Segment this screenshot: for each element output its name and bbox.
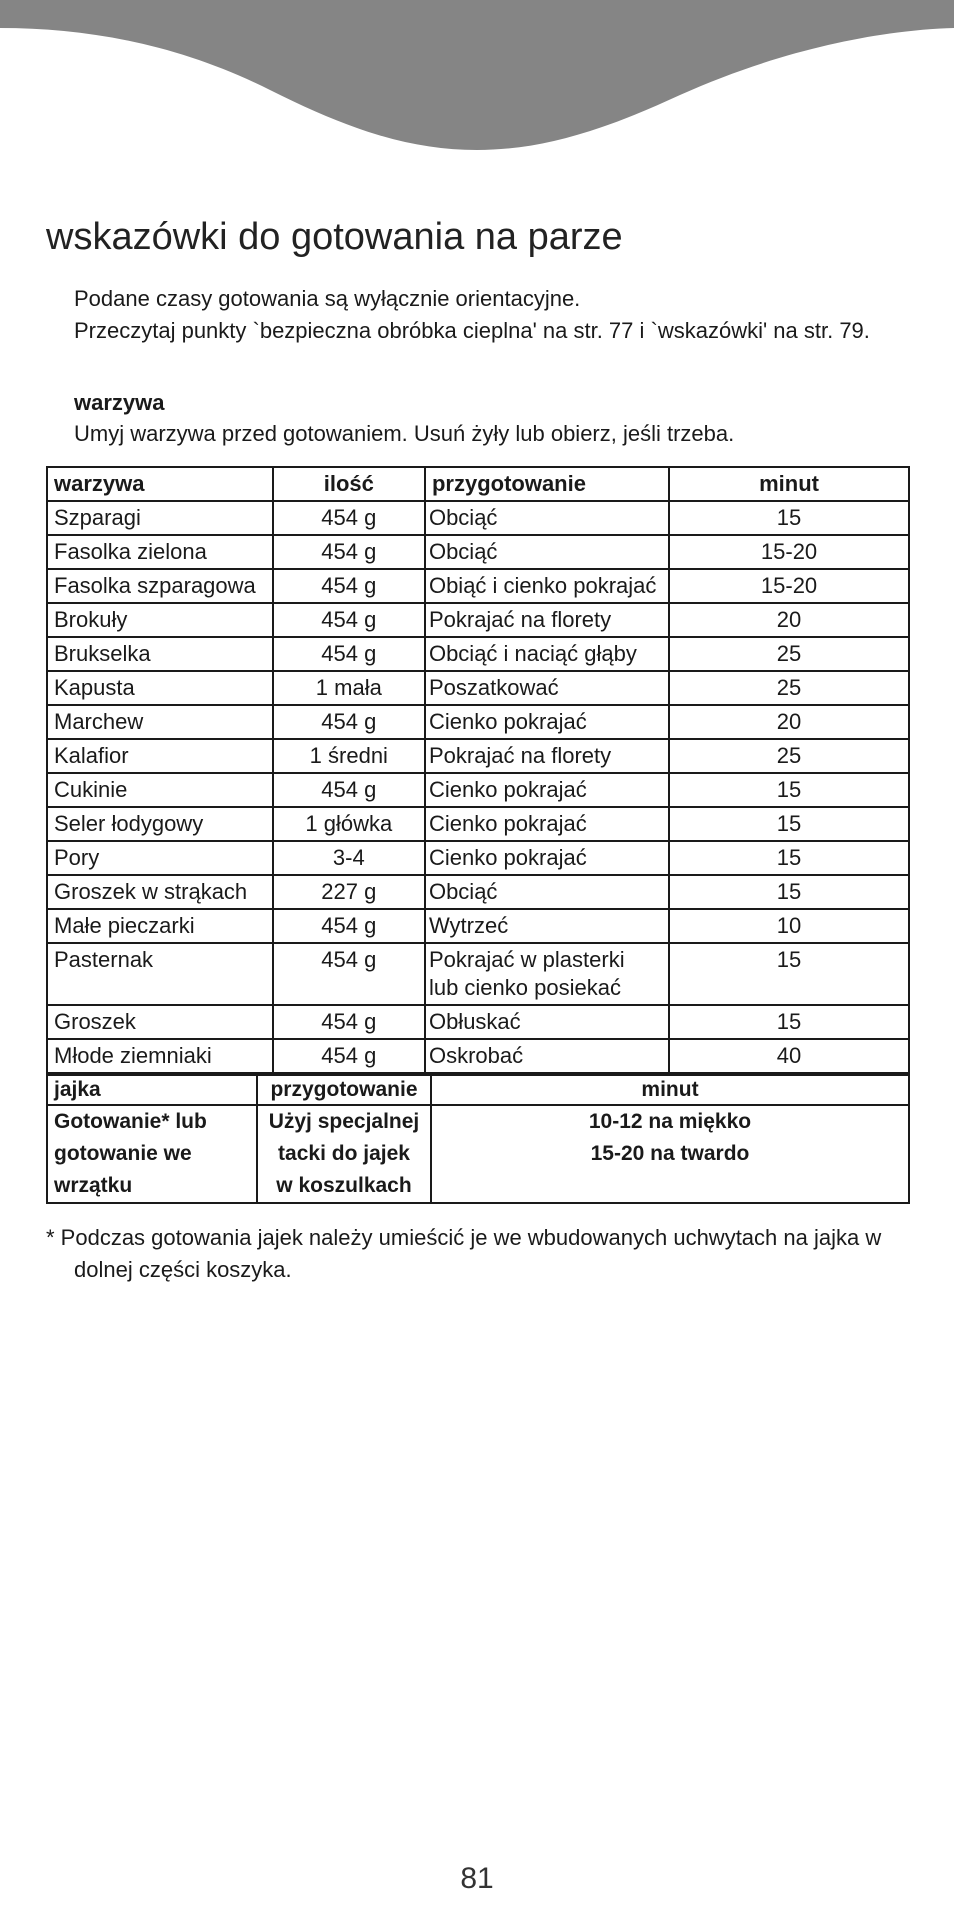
column-header: przygotowanie [425,467,669,501]
minutes-cell: 25 [669,671,909,705]
column-header: przygotowanie [257,1075,431,1105]
preparation-cell: Obłuskać [425,1005,669,1039]
vegetables-table [46,466,910,1074]
preparation-cell: Poszatkować [425,671,669,705]
table-row [47,535,909,569]
quantity-cell: 454 g [273,1039,425,1073]
quantity-cell: 3-4 [273,841,425,875]
vegetable-name-cell: Groszek [47,1005,273,1039]
preparation-cell: Obciąć [425,535,669,569]
eggs-table [46,1074,910,1204]
table-row [47,773,909,807]
table-row [47,943,909,1005]
quantity-cell: 454 g [273,501,425,535]
intro-line: Przeczytaj punkty `bezpieczna obróbka cieplna' na str. 77 i `wskazówki' na str. 79. [74,318,870,343]
vegetable-name-cell: Pory [47,841,273,875]
vegetable-name-cell: Brukselka [47,637,273,671]
vegetable-name-cell: Kalafior [47,739,273,773]
quantity-cell: 454 g [273,569,425,603]
cell-line: tacki do jajek [278,1142,410,1165]
minutes-cell: 10 [669,909,909,943]
preparation-cell: Wytrzeć [425,909,669,943]
vegetable-name-cell: Szparagi [47,501,273,535]
quantity-cell: 454 g [273,773,425,807]
table-header-row [47,1075,909,1105]
vegetable-name-cell: Fasolka szparagowa [47,569,273,603]
preparation-cell: Obciąć i naciąć głąby [425,637,669,671]
table-row [47,1005,909,1039]
vegetables-table-body [47,501,909,1073]
quantity-cell: 454 g [273,535,425,569]
quantity-cell: 454 g [273,943,425,1005]
minutes-cell: 20 [669,705,909,739]
minutes-cell: 15 [669,1005,909,1039]
table-row [47,671,909,705]
minutes-cell: 15-20 [669,535,909,569]
minutes-cell: 15 [669,943,909,1005]
egg-method-cell [47,1105,257,1203]
quantity-cell: 454 g [273,705,425,739]
minutes-cell: 15 [669,875,909,909]
preparation-cell: Pokrajać w plasterki lub cienko posiekać [425,943,669,1005]
preparation-cell: Cienko pokrajać [425,807,669,841]
cell-line: Gotowanie* lub [54,1110,207,1133]
vegetable-name-cell: Groszek w strąkach [47,875,273,909]
minutes-cell: 40 [669,1039,909,1073]
quantity-cell: 454 g [273,603,425,637]
page-title: wskazówki do gotowania na parze [46,216,623,258]
table-row [47,1105,909,1203]
preparation-cell: Oskrobać [425,1039,669,1073]
minutes-cell: 25 [669,739,909,773]
preparation-cell: Cienko pokrajać [425,773,669,807]
quantity-cell: 454 g [273,637,425,671]
quantity-cell: 1 średni [273,739,425,773]
vegetables-heading: warzywa [74,390,165,415]
quantity-cell: 454 g [273,1005,425,1039]
quantity-cell: 227 g [273,875,425,909]
table-row [47,739,909,773]
minutes-cell: 15-20 [669,569,909,603]
quantity-cell: 1 główka [273,807,425,841]
table-row [47,705,909,739]
header-wave-decoration [0,0,954,160]
column-header: minut [431,1075,909,1105]
minutes-cell: 15 [669,841,909,875]
column-header: warzywa [47,467,273,501]
preparation-cell: Pokrajać na florety [425,603,669,637]
minutes-cell: 15 [669,807,909,841]
column-header: minut [669,467,909,501]
preparation-cell: Pokrajać na florety [425,739,669,773]
cell-line: 10-12 na miękko [588,1110,752,1133]
vegetable-name-cell: Marchew [47,705,273,739]
table-row [47,1039,909,1073]
quantity-cell: 1 mała [273,671,425,705]
footnote: * Podczas gotowania jajek należy umieścić je we wbudowanych uchwytach na jajka w dolnej części koszyka. [46,1225,882,1282]
intro-text [74,283,894,347]
vegetable-name-cell: Małe pieczarki [47,909,273,943]
page-number: 81 [460,1862,494,1895]
vegetables-note: Umyj warzywa przed gotowaniem. Usuń żyły lub obierz, jeśli trzeba. [74,421,735,446]
intro-line: Podane czasy gotowania są wyłącznie orientacyjne. [74,286,581,311]
cell-line: gotowanie we [54,1142,192,1165]
table-row [47,875,909,909]
vegetable-name-cell: Seler łodygowy [47,807,273,841]
cell-line: Użyj specjalnej [268,1110,420,1133]
minutes-cell: 15 [669,501,909,535]
vegetable-name-cell: Pasternak [47,943,273,1005]
minutes-cell: 15 [669,773,909,807]
cell-line: w koszulkach [276,1174,412,1197]
preparation-cell: Obiąć i cienko pokrajać [425,569,669,603]
table-row [47,909,909,943]
preparation-cell: Cienko pokrajać [425,705,669,739]
egg-prep-cell [257,1105,431,1203]
preparation-cell: Obciąć [425,501,669,535]
vegetable-name-cell: Młode ziemniaki [47,1039,273,1073]
column-header: ilość [273,467,425,501]
vegetable-name-cell: Brokuły [47,603,273,637]
vegetable-name-cell: Fasolka zielona [47,535,273,569]
table-row [47,841,909,875]
table-header-row [47,467,909,501]
preparation-cell: Cienko pokrajać [425,841,669,875]
table-row [47,807,909,841]
minutes-cell: 25 [669,637,909,671]
minutes-cell: 20 [669,603,909,637]
cell-line: 15-20 na twardo [590,1142,750,1165]
egg-time-cell [431,1105,909,1203]
table-row [47,501,909,535]
cell-line: wrzątku [54,1174,133,1197]
preparation-cell: Obciąć [425,875,669,909]
quantity-cell: 454 g [273,909,425,943]
vegetable-name-cell: Cukinie [47,773,273,807]
column-header: jajka [47,1075,257,1105]
table-row [47,637,909,671]
table-row [47,569,909,603]
table-row [47,603,909,637]
vegetable-name-cell: Kapusta [47,671,273,705]
